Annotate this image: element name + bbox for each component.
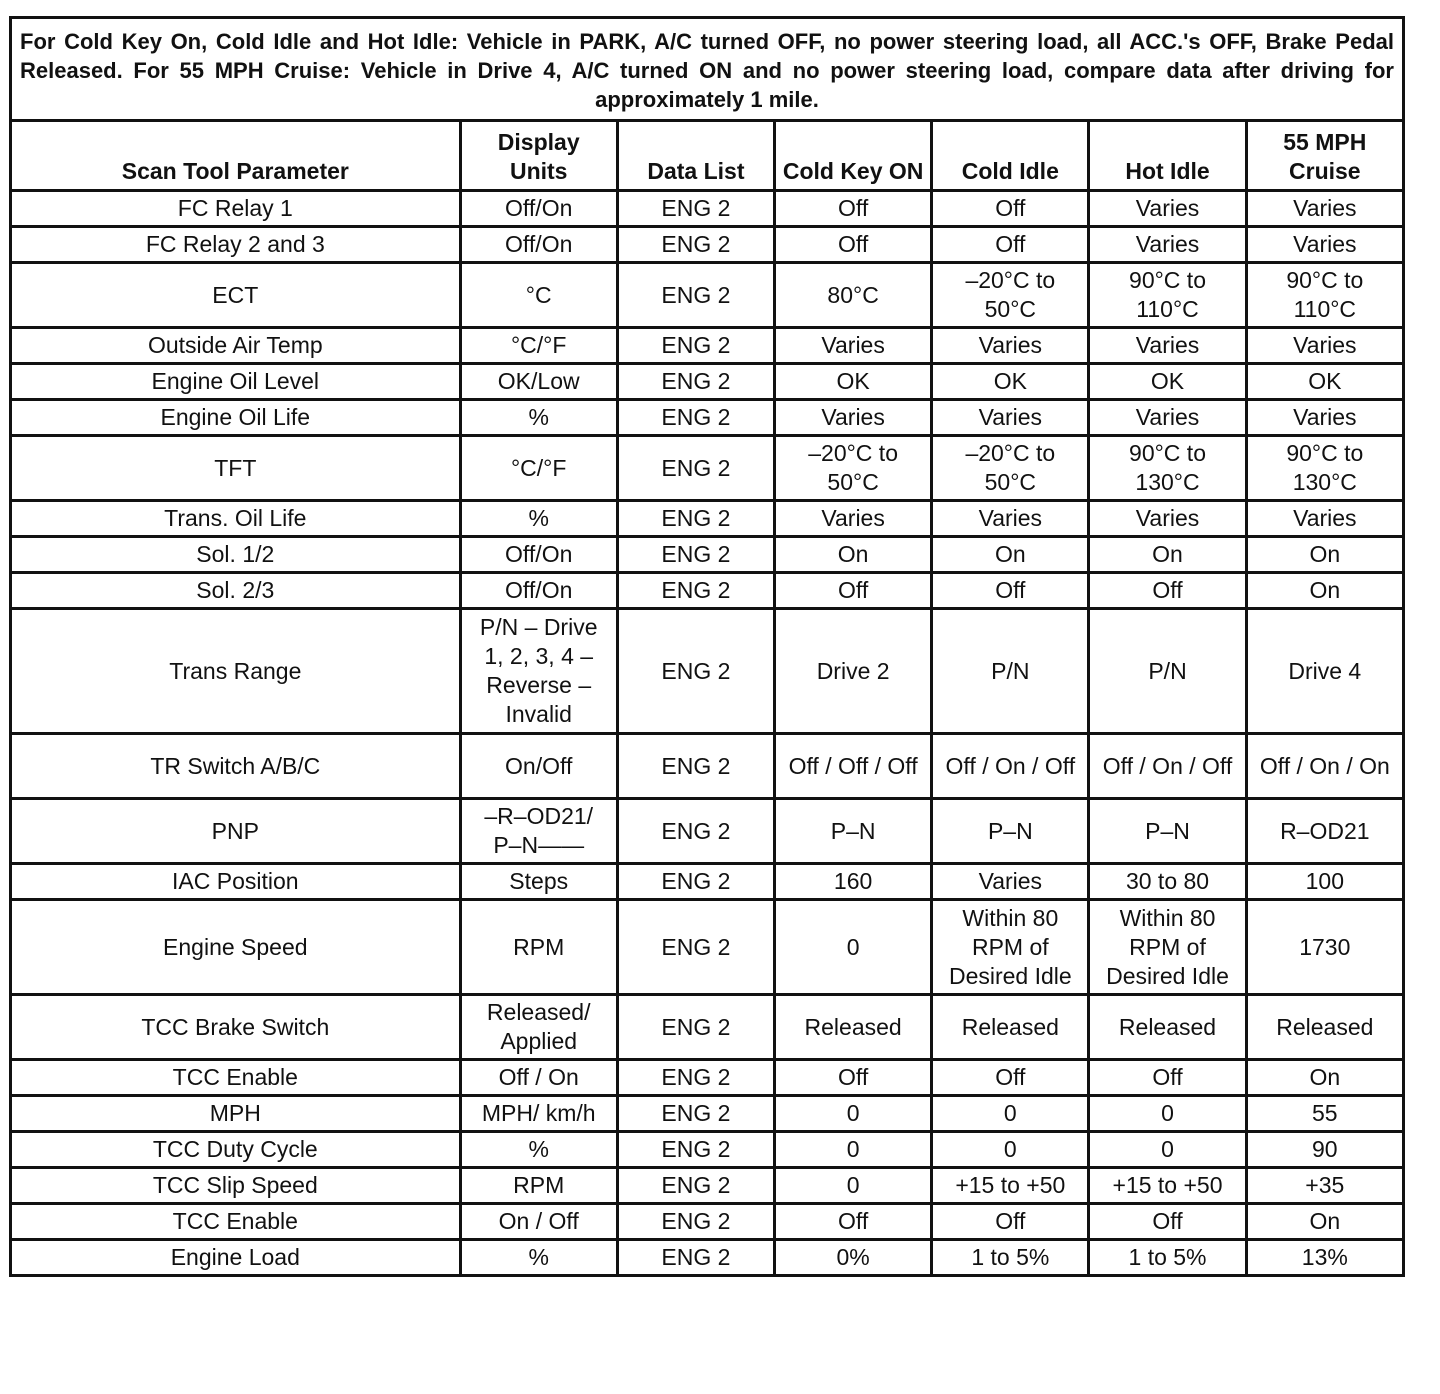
parameter-cell: MPH	[11, 1096, 461, 1132]
value-cell: +35	[1246, 1168, 1403, 1204]
value-cell: Off	[775, 227, 932, 263]
value-cell: Off	[775, 1204, 932, 1240]
header-cold-key-on: Cold Key ON	[775, 121, 932, 191]
value-cell: P–N	[775, 799, 932, 864]
value-cell: Off / Off / Off	[775, 734, 932, 799]
value-cell: 13%	[1246, 1240, 1403, 1276]
value-cell: Varies	[932, 501, 1089, 537]
value-cell: Varies	[932, 864, 1089, 900]
value-cell: ENG 2	[617, 263, 774, 328]
value-cell: Drive 4	[1246, 609, 1403, 734]
table-row	[11, 227, 1404, 263]
value-cell: Varies	[1246, 227, 1403, 263]
value-cell: Released	[1246, 995, 1403, 1060]
value-cell: P–N	[932, 799, 1089, 864]
value-cell: ENG 2	[617, 364, 774, 400]
value-cell: Released/ Applied	[460, 995, 617, 1060]
value-cell: Off	[775, 573, 932, 609]
value-cell: 90	[1246, 1132, 1403, 1168]
value-cell: Off/On	[460, 227, 617, 263]
value-cell: 1 to 5%	[1089, 1240, 1246, 1276]
value-cell: –20°C to 50°C	[932, 436, 1089, 501]
table-row	[11, 537, 1404, 573]
parameter-cell: Sol. 1/2	[11, 537, 461, 573]
value-cell: Off	[932, 573, 1089, 609]
parameter-cell: Sol. 2/3	[11, 573, 461, 609]
table-row	[11, 400, 1404, 436]
value-cell: Off / On / On	[1246, 734, 1403, 799]
parameter-cell: IAC Position	[11, 864, 461, 900]
value-cell: 100	[1246, 864, 1403, 900]
value-cell: 0	[775, 1132, 932, 1168]
parameter-cell: TR Switch A/B/C	[11, 734, 461, 799]
value-cell: OK	[1089, 364, 1246, 400]
value-cell: ENG 2	[617, 900, 774, 995]
value-cell: Within 80 RPM of Desired Idle	[932, 900, 1089, 995]
value-cell: Off / On / Off	[1089, 734, 1246, 799]
value-cell: Varies	[1246, 400, 1403, 436]
value-cell: P/N	[1089, 609, 1246, 734]
value-cell: P/N	[932, 609, 1089, 734]
value-cell: On	[1089, 537, 1246, 573]
value-cell: 1730	[1246, 900, 1403, 995]
value-cell: Off	[1089, 1204, 1246, 1240]
value-cell: RPM	[460, 1168, 617, 1204]
value-cell: Varies	[1089, 328, 1246, 364]
value-cell: Off/On	[460, 537, 617, 573]
value-cell: 1 to 5%	[932, 1240, 1089, 1276]
value-cell: ENG 2	[617, 573, 774, 609]
table-row	[11, 191, 1404, 227]
value-cell: P/N – Drive 1, 2, 3, 4 – Reverse – Invalid	[460, 609, 617, 734]
table-row	[11, 263, 1404, 328]
value-cell: 0	[1089, 1096, 1246, 1132]
value-cell: %	[460, 400, 617, 436]
value-cell: OK/Low	[460, 364, 617, 400]
value-cell: Released	[775, 995, 932, 1060]
value-cell: Varies	[775, 501, 932, 537]
parameter-cell: Engine Oil Level	[11, 364, 461, 400]
value-cell: 160	[775, 864, 932, 900]
value-cell: OK	[1246, 364, 1403, 400]
value-cell: ENG 2	[617, 1096, 774, 1132]
value-cell: Varies	[1089, 501, 1246, 537]
value-cell: Off	[932, 1204, 1089, 1240]
table-row	[11, 799, 1404, 864]
value-cell: ENG 2	[617, 864, 774, 900]
scan-tool-data-table	[9, 16, 1405, 1277]
value-cell: 0	[775, 1096, 932, 1132]
table-row	[11, 501, 1404, 537]
table-row	[11, 900, 1404, 995]
table-row	[11, 734, 1404, 799]
value-cell: %	[460, 1132, 617, 1168]
value-cell: On	[932, 537, 1089, 573]
value-cell: ENG 2	[617, 501, 774, 537]
parameter-cell: TCC Enable	[11, 1060, 461, 1096]
value-cell: 0	[932, 1096, 1089, 1132]
value-cell: R–OD21	[1246, 799, 1403, 864]
value-cell: 90°C to 130°C	[1246, 436, 1403, 501]
value-cell: Varies	[1246, 328, 1403, 364]
table-row	[11, 1060, 1404, 1096]
header-55-mph-cruise: 55 MPH Cruise	[1246, 121, 1403, 191]
value-cell: Steps	[460, 864, 617, 900]
value-cell: °C/°F	[460, 436, 617, 501]
value-cell: Off	[932, 1060, 1089, 1096]
parameter-cell: TCC Enable	[11, 1204, 461, 1240]
value-cell: Off	[932, 191, 1089, 227]
value-cell: 0	[1089, 1132, 1246, 1168]
value-cell: 90°C to 110°C	[1246, 263, 1403, 328]
value-cell: Drive 2	[775, 609, 932, 734]
value-cell: Varies	[932, 328, 1089, 364]
header-scan-tool-parameter: Scan Tool Parameter	[11, 121, 461, 191]
value-cell: ENG 2	[617, 1240, 774, 1276]
table-row	[11, 1240, 1404, 1276]
value-cell: Varies	[1089, 400, 1246, 436]
scan-tool-data-table-sheet	[9, 16, 1405, 1277]
value-cell: Off/On	[460, 191, 617, 227]
parameter-cell: Engine Speed	[11, 900, 461, 995]
value-cell: Varies	[775, 400, 932, 436]
value-cell: 30 to 80	[1089, 864, 1246, 900]
value-cell: Varies	[1089, 191, 1246, 227]
table-row	[11, 1168, 1404, 1204]
value-cell: ENG 2	[617, 227, 774, 263]
header-display-units: Display Units	[460, 121, 617, 191]
value-cell: OK	[775, 364, 932, 400]
table-row	[11, 573, 1404, 609]
parameter-cell: FC Relay 2 and 3	[11, 227, 461, 263]
value-cell: ENG 2	[617, 799, 774, 864]
value-cell: Varies	[1089, 227, 1246, 263]
parameter-cell: Engine Load	[11, 1240, 461, 1276]
parameter-cell: PNP	[11, 799, 461, 864]
parameter-cell: ECT	[11, 263, 461, 328]
value-cell: Varies	[932, 400, 1089, 436]
value-cell: ENG 2	[617, 436, 774, 501]
value-cell: On	[1246, 573, 1403, 609]
value-cell: ENG 2	[617, 537, 774, 573]
table-row	[11, 364, 1404, 400]
value-cell: °C/°F	[460, 328, 617, 364]
value-cell: ENG 2	[617, 400, 774, 436]
value-cell: 55	[1246, 1096, 1403, 1132]
table-row	[11, 328, 1404, 364]
value-cell: On	[1246, 1060, 1403, 1096]
value-cell: Off / On / Off	[932, 734, 1089, 799]
value-cell: –20°C to 50°C	[932, 263, 1089, 328]
value-cell: ENG 2	[617, 734, 774, 799]
parameter-cell: TFT	[11, 436, 461, 501]
value-cell: Off	[1089, 1060, 1246, 1096]
value-cell: ENG 2	[617, 609, 774, 734]
value-cell: 0%	[775, 1240, 932, 1276]
table-row	[11, 995, 1404, 1060]
parameter-cell: Outside Air Temp	[11, 328, 461, 364]
value-cell: On/Off	[460, 734, 617, 799]
value-cell: OK	[932, 364, 1089, 400]
value-cell: 0	[775, 900, 932, 995]
parameter-cell: TCC Brake Switch	[11, 995, 461, 1060]
table-row	[11, 609, 1404, 734]
value-cell: 80°C	[775, 263, 932, 328]
value-cell: ENG 2	[617, 328, 774, 364]
value-cell: Off	[932, 227, 1089, 263]
header-row	[11, 121, 1404, 191]
value-cell: MPH/ km/h	[460, 1096, 617, 1132]
value-cell: 90°C to 110°C	[1089, 263, 1246, 328]
value-cell: Off	[1089, 573, 1246, 609]
value-cell: –20°C to 50°C	[775, 436, 932, 501]
value-cell: °C	[460, 263, 617, 328]
table-row	[11, 436, 1404, 501]
header-cold-idle: Cold Idle	[932, 121, 1089, 191]
table-row	[11, 864, 1404, 900]
value-cell: +15 to +50	[1089, 1168, 1246, 1204]
parameter-cell: Trans Range	[11, 609, 461, 734]
header-hot-idle: Hot Idle	[1089, 121, 1246, 191]
value-cell: ENG 2	[617, 1060, 774, 1096]
value-cell: On	[1246, 537, 1403, 573]
table-row	[11, 1096, 1404, 1132]
value-cell: On	[775, 537, 932, 573]
value-cell: Released	[1089, 995, 1246, 1060]
value-cell: On	[1246, 1204, 1403, 1240]
value-cell: Varies	[1246, 191, 1403, 227]
conditions-note: For Cold Key On, Cold Idle and Hot Idle: Vehicle in PARK, A/C turned OFF, no power steering load, all ACC.'s OFF, Brake Pedal Released. For 55 MPH Cruise: Vehicle in Drive 4, A/C turned ON and no power steering load, compare data after driving for approximately 1 mile.	[11, 18, 1404, 121]
value-cell: Off/On	[460, 573, 617, 609]
value-cell: ENG 2	[617, 1132, 774, 1168]
parameter-cell: TCC Duty Cycle	[11, 1132, 461, 1168]
conditions-note-row	[11, 18, 1404, 121]
value-cell: Off	[775, 191, 932, 227]
value-cell: P–N	[1089, 799, 1246, 864]
value-cell: ENG 2	[617, 191, 774, 227]
value-cell: Varies	[1246, 501, 1403, 537]
value-cell: 0	[932, 1132, 1089, 1168]
value-cell: 0	[775, 1168, 932, 1204]
value-cell: %	[460, 501, 617, 537]
parameter-cell: Trans. Oil Life	[11, 501, 461, 537]
value-cell: On / Off	[460, 1204, 617, 1240]
parameter-cell: TCC Slip Speed	[11, 1168, 461, 1204]
value-cell: Released	[932, 995, 1089, 1060]
value-cell: ENG 2	[617, 995, 774, 1060]
value-cell: Off	[775, 1060, 932, 1096]
table-row	[11, 1132, 1404, 1168]
parameter-cell: Engine Oil Life	[11, 400, 461, 436]
value-cell: ENG 2	[617, 1168, 774, 1204]
value-cell: Varies	[775, 328, 932, 364]
value-cell: Off / On	[460, 1060, 617, 1096]
value-cell: 90°C to 130°C	[1089, 436, 1246, 501]
value-cell: Within 80 RPM of Desired Idle	[1089, 900, 1246, 995]
value-cell: ENG 2	[617, 1204, 774, 1240]
value-cell: –R–OD21/ P–N——	[460, 799, 617, 864]
value-cell: RPM	[460, 900, 617, 995]
value-cell: %	[460, 1240, 617, 1276]
table-row	[11, 1204, 1404, 1240]
value-cell: +15 to +50	[932, 1168, 1089, 1204]
parameter-cell: FC Relay 1	[11, 191, 461, 227]
header-data-list: Data List	[617, 121, 774, 191]
